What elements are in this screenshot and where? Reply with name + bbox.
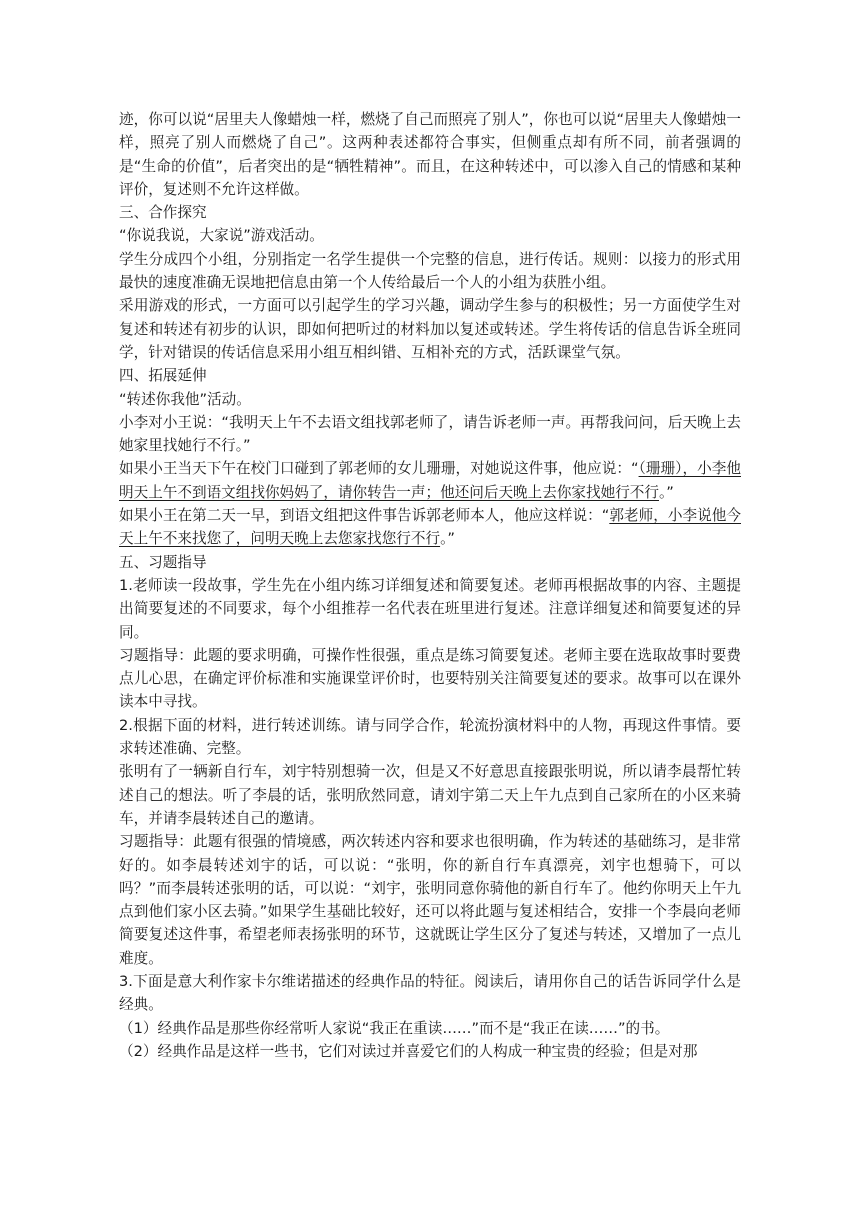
paragraph-relay-to-shanshan [119,457,741,504]
relay-teacher-answer: 郭老师，小李说他今天上午不来找您了，问明天晚上去您家找您行不行 [119,507,741,548]
relay-shanshan-closing: 。” [658,483,674,501]
relay-shanshan-intro: 如果小王当天下午在校门口碰到了郭老师的女儿珊珊，对她说这件事，他应说：“ [119,460,639,478]
paragraph-curie-explanation: 迹，你可以说“居里夫人像蜡烛一样，燃烧了自己而照亮了别人”，你也可以说“居里夫人像蜡烛一样，照亮了别人而燃烧了自己”。这两种表述都符合事实，但侧重点却有所不同，前者强调的是“生命的价值”，后者突出的是“牺牲精神”。而且，在这种转述中，可以渗入自己的情感和某种评价，复述则不允许这样做。 [119,111,741,198]
relay-teacher-intro: 如果小王在第二天一早，到语文组把这件事告诉郭老师本人，他应这样说：“ [119,507,610,525]
paragraph-exercise-1: 1.老师读一段故事，学生先在小组内练习详细复述和简要复述。老师再根据故事的内容、主题提出简要复述的不同要求，每个小组推荐一名代表在班里进行复述。注意详细复述和简要复述的异同。 [119,576,741,641]
paragraph-exercise-2-guide: 习题指导：此题有很强的情境感，两次转述内容和要求也很明确，作为转述的基础练习，是非常好的。如李晨转述刘宇的话，可以说：“张明，你的新自行车真漂亮，刘宇也想骑下，可以吗？”而李晨转述张明的话，可以说：“刘宇，张明同意你骑他的新自行车了。他约你明天上午九点到他们家小区去骑。”如果学生基础比较好，还可以将此题与复述相结合，安排一个李晨向老师简要复述这件事，希望老师表扬张明的环节，这就既让学生区分了复述与转述，又增加了一点儿难度。 [119,833,741,967]
paragraph-xiaoli-quote: 小李对小王说：“我明天上午不去语文组找郭老师了，请告诉老师一声。再帮我问问，后天晚上去她家里找她行不行。” [119,413,741,455]
paragraph-classic-feature-2: （2）经典作品是这样一些书，它们对读过并喜爱它们的人构成一种宝贵的经验；但是对那 [119,1042,698,1060]
relay-teacher-closing: 。” [440,530,455,548]
heading-section-3: 三、合作探究 [119,204,207,222]
paragraph-exercise-2-material: 张明有了一辆新自行车，刘宇特别想骑一次，但是又不好意思直接跟张明说，所以请李晨帮忙转述自己的想法。听了李晨的话，张明欣然同意，请刘宇第二天上午九点到自己家所在的小区来骑车，并请李晨转述自己的邀请。 [119,763,741,827]
paragraph-game-title: “你说我说，大家说”游戏活动。 [119,227,324,245]
paragraph-game-rules: 学生分成四个小组，分别指定一名学生提供一个完整的信息，进行传话。规则：以接力的形式用最快的速度准确无误地把信息由第一个人传给最后一个人的小组为获胜小组。 [119,250,741,292]
paragraph-exercise-2: 2.根据下面的材料，进行转述训练。请与同学合作，轮流扮演材料中的人物，再现这件事情。要求转述准确、完整。 [119,716,741,758]
paragraph-exercise-1-guide: 习题指导：此题的要求明确，可操作性很强，重点是练习简要复述。老师主要在选取故事时要费点儿心思，在确定评价标准和实施课堂评价时，也要特别关注简要复述的要求。故事可以在课外读本中寻找。 [119,646,741,711]
paragraph-relay-to-teacher [119,504,741,551]
heading-section-5: 五、习题指导 [119,553,207,571]
paragraph-game-purpose: 采用游戏的形式，一方面可以引起学生的学习兴趣，调动学生参与的积极性；另一方面使学生对复述和转述有初步的认识，即如何把听过的材料加以复述或转述。学生将传话的信息告诉全班同学，针对错误的传话信息采用小组互相纠错、互相补充的方式，活跃课堂气氛。 [119,297,741,361]
document-page [119,108,741,1063]
paragraph-classic-feature-1: （1）经典作品是那些你经常听人家说“我正在重读……”而不是“我正在读……”的书。 [119,1019,670,1037]
relay-shanshan-answer: （珊珊），小李他明天上午不到语文组找你妈妈了，请你转告一声；他还问后天晚上去你家找她行不行 [119,460,741,501]
paragraph-activity-title: “转述你我他”活动。 [119,390,251,408]
heading-section-4: 四、拓展延伸 [119,367,207,385]
paragraph-exercise-3: 3.下面是意大利作家卡尔维诺描述的经典作品的特征。阅读后，请用你自己的话告诉同学什么是经典。 [119,972,741,1014]
